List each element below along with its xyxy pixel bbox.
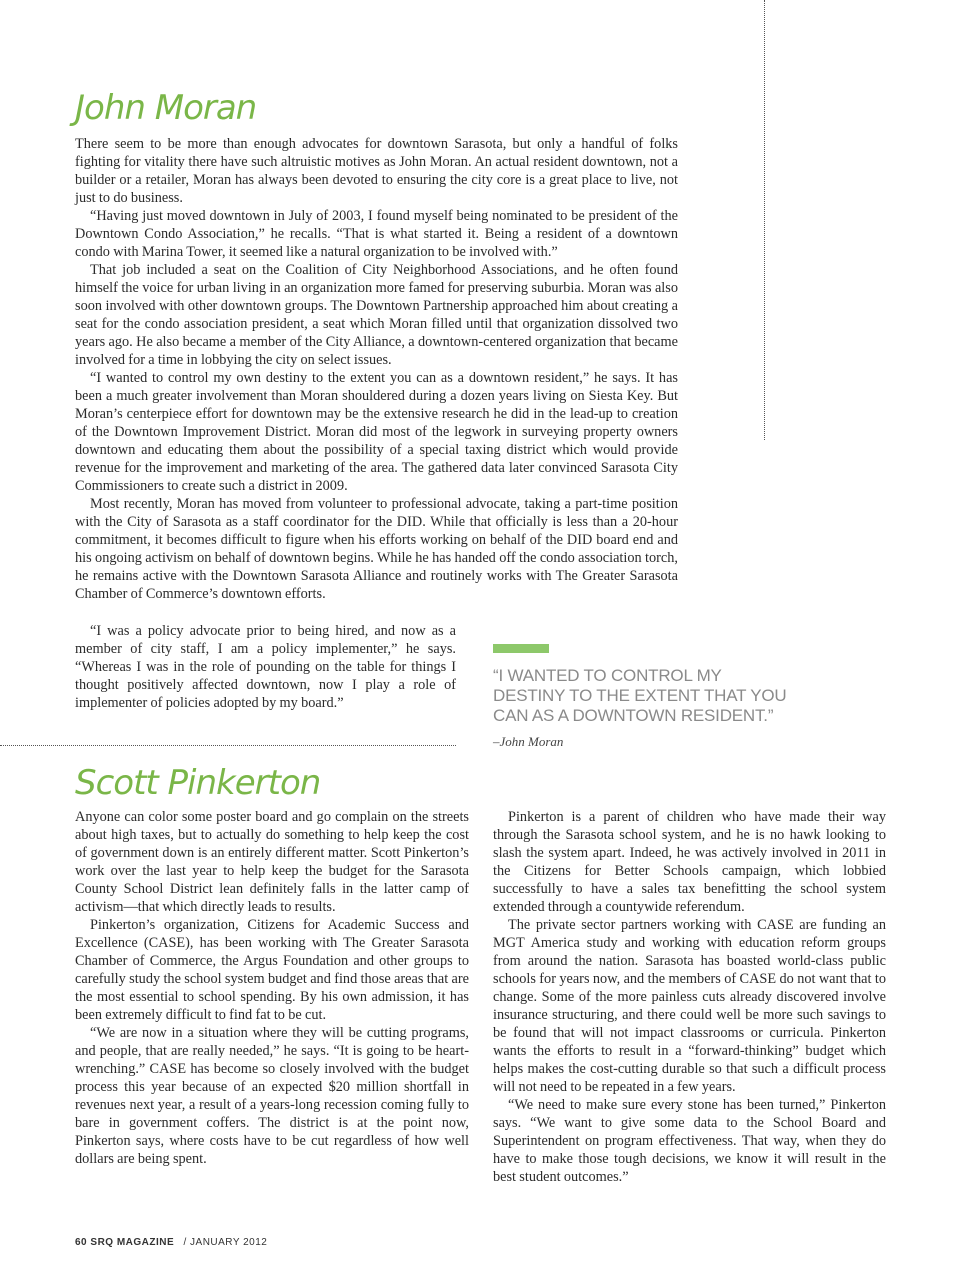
article-paragraph: “I wanted to control my own destiny to the extent you can as a downtown resident,” he says. It has been a much greater involvement than Moran shouldered during a dozen years living on Siesta Key. But Moran’s centerpiece effort for downtown may be the extensive research he did in the lead-up to creation of the Downtown Improvement District. Moran did most of the legwork in surveying property owners downtown and educating them about the possibility of a special taxing district which would provide revenue for the improvement and marketing of the area. The gathered data later convinced Sarasota City Commissioners to create such a district in 2009. — [75, 370, 678, 494]
article-paragraph: Most recently, Moran has moved from volunteer to professional advocate, taking a part-time position with the City of Sarasota as a staff coordinator for the DID. While that officially is less than a 20-hour commitment, it becomes difficult to figure when his efforts working on behalf of the DID board end and his ongoing activism on behalf of downtown begins. While he has handed off the condo association torch, he remains active with the Downtown Sarasota Alliance and routinely works with The Greater Sarasota Chamber of Commerce’s downtown efforts. — [75, 496, 678, 602]
section-heading-john-moran: John Moran — [75, 88, 257, 128]
article-paragraph: Pinkerton is a parent of children who have made their way through the Sarasota school system, and he is no hawk looking to slash the system apart. Indeed, he was actively involved in 2011 in the Citizens for Better Schools campaign, which lobbied successfully to have a sales tax benefitting the school system extended through a countywide referendum. — [493, 809, 886, 915]
page-number: 60 — [75, 1237, 88, 1248]
magazine-name: SRQ MAGAZINE — [90, 1237, 175, 1248]
moran-article-body — [75, 135, 678, 603]
page-footer — [75, 1237, 267, 1248]
section-heading-scott-pinkerton: Scott Pinkerton — [75, 763, 321, 803]
article-paragraph: “We are now in a situation where they will be cutting programs, and people, that are really needed,” he says. “It is going to be heart-wrenching.” CASE has become so closely involved with the budget process this year because of an expected $20 million shortfall in revenues next year, a result of a years-long recession coming fully to bare in government coffers. The district is at the point now, Pinkerton says, where costs have to be cut regardless of how well dollars are being spent. — [75, 1025, 469, 1167]
pinkerton-article-right-column — [493, 808, 886, 1186]
pullquote: “I WANTED TO CONTROL MY DESTINY TO THE EXTENT THAT YOU CAN AS A DOWNTOWN RESIDENT.” — [493, 666, 787, 725]
article-paragraph: The private sector partners working with CASE are funding an MGT America study and working with education reform groups from around the nation. Sarasota has boasted world-class public schools for years now, and the members of CASE do not want that to change. Some of the more painless cuts already discovered involve insurance structuring, and there could well be more such savings to be found that will not impact classrooms or curricula. Pinkerton wants the efforts to result in a “forward-thinking” budget which helps makes the cost-cutting durable so that such a difficult process will not need to be repeated in a few years. — [493, 917, 886, 1095]
pullquote-attribution: –John Moran — [493, 734, 564, 749]
article-paragraph: “Having just moved downtown in July of 2003, I found myself being nominated to be president of the Downtown Condo Association,” he recalls. “That is what started it. Being a resident of a downtown condo with Marina Tower, it seemed like a natural organization to be involved with.” — [75, 208, 678, 260]
moran-article-closing — [75, 622, 456, 712]
article-paragraph: “We need to make sure every stone has been turned,” Pinkerton says. “We want to give some data to the School Board and Superintendent on program effectiveness. That way, when they do have to make those tough decisions, we know it will result in the best student outcomes.” — [493, 1097, 886, 1185]
pinkerton-article-left-column — [75, 808, 469, 1168]
pullquote-accent-bar — [493, 644, 549, 653]
article-paragraph: Pinkerton’s organization, Citizens for Academic Success and Excellence (CASE), has been working with The Greater Sarasota Chamber of Commerce, the Argus Foundation and other groups to carefully study the school system budget and find those areas that are the most essential to school spending. By his own admission, it has been extremely difficult to find fat to be cut. — [75, 917, 469, 1023]
article-paragraph: “I was a policy advocate prior to being hired, and now as a member of city staff, I am a policy implementer,” he says. “Whereas I was in the role of pounding on the table for things I thought positively affected downtown, now I play a role of implementer of policies adopted by my board.” — [75, 623, 456, 711]
article-paragraph: Anyone can color some poster board and go complain on the streets about high taxes, but to actually do something to help keep the cost of government down is an entirely different matter. Scott Pinkerton’s work over the last year to help keep the budget for the Sarasota County School District lean definitely falls in the latter camp of activism—that which directly leads to results. — [75, 809, 469, 915]
vertical-dotted-rule — [764, 0, 765, 440]
issue-date: / JANUARY 2012 — [183, 1237, 268, 1248]
horizontal-dotted-rule — [0, 745, 456, 746]
article-paragraph: That job included a seat on the Coalition of City Neighborhood Associations, and he often found himself the voice for urban living in an organization more famed for preserving suburbia. Moran was also soon involved with other downtown groups. The Downtown Partnership approached him about creating a seat for the condo association president, a seat which Moran filled until that organization dissolved two years ago. He also became a member of the City Alliance, a downtown-centered organization that became involved for a time in lobbying the city on select issues. — [75, 262, 678, 368]
article-paragraph: There seem to be more than enough advocates for downtown Sarasota, but only a handful of folks fighting for vitality there have such altruistic motives as John Moran. An actual resident downtown, not a builder or a retailer, Moran has always been devoted to ensuring the city core is a great place to live, not just to do business. — [75, 136, 678, 206]
